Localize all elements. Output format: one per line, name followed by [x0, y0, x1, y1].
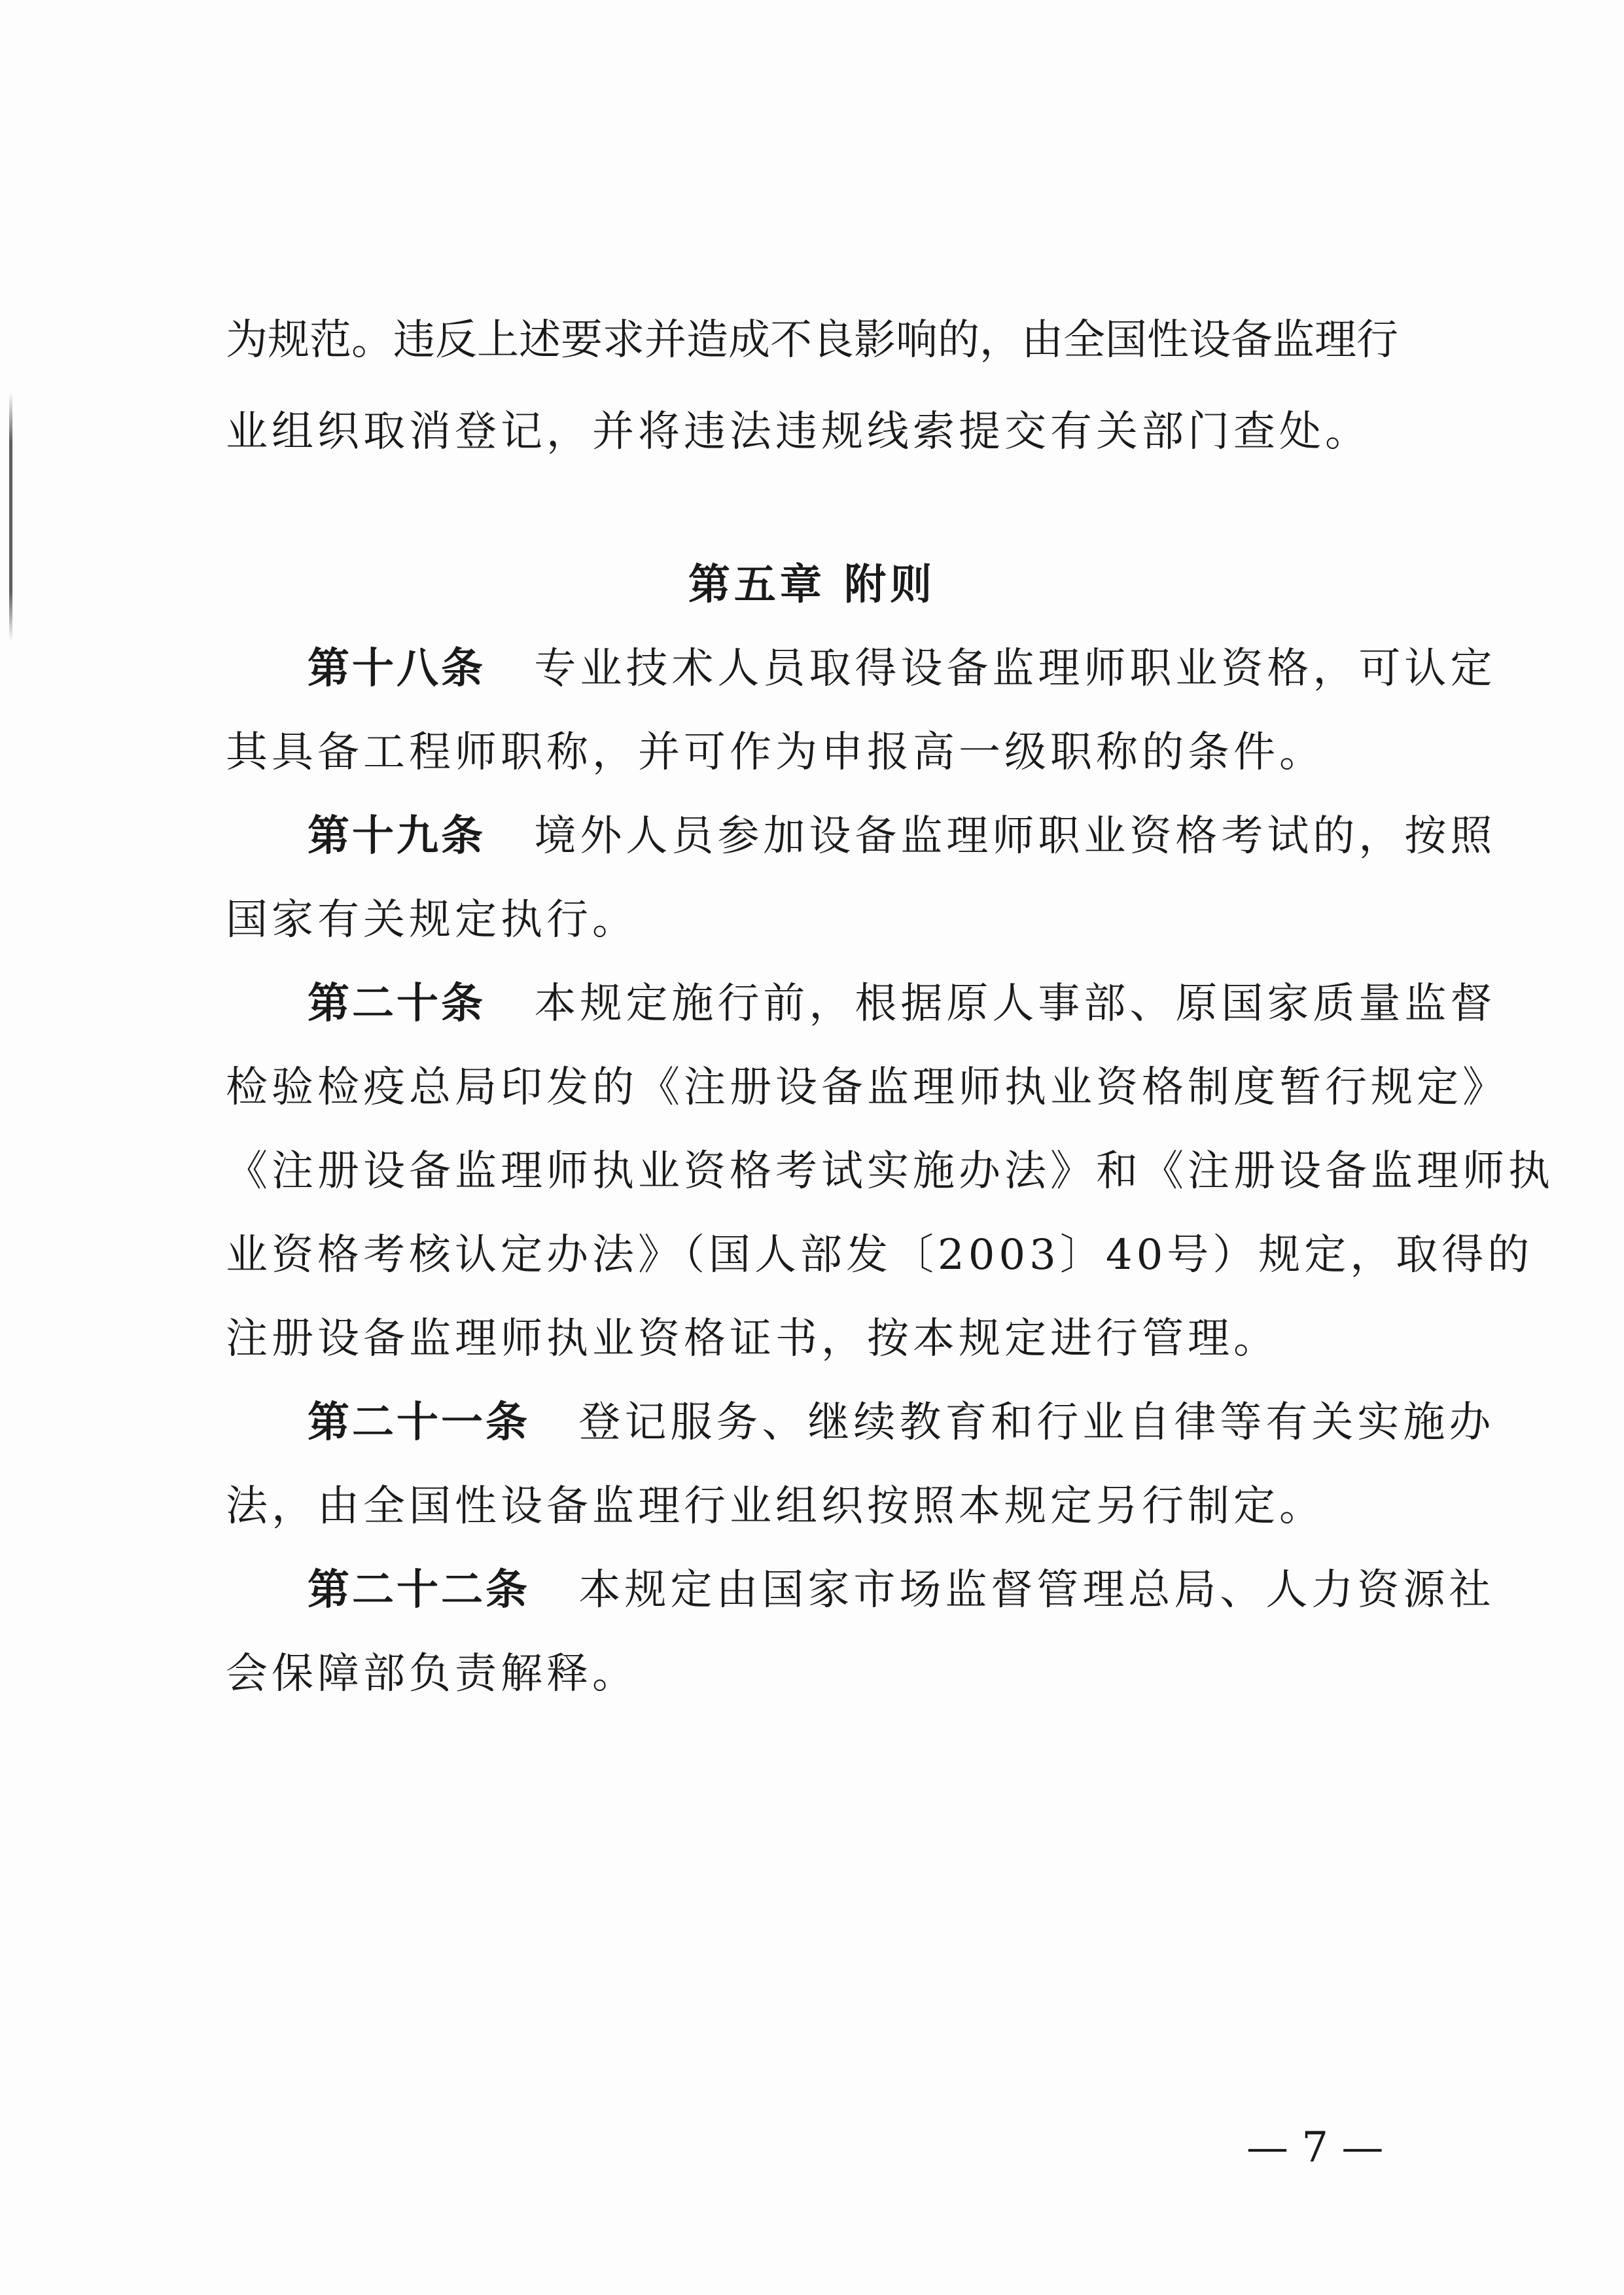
article-18-text-1: 专业技术人员取得设备监理师职业资格，可认定 — [534, 645, 1496, 693]
article-20-text-5: 注册设备监理师执业资格证书，按本规定进行管理。 — [226, 1315, 1279, 1363]
article-19-label: 第十九条 — [308, 812, 485, 861]
article-21-first-line — [308, 1398, 1495, 1447]
article-22-text-2: 会保障部负责解释。 — [226, 1650, 638, 1698]
article-21-label: 第二十一条 — [308, 1398, 530, 1447]
intro-line-1-text: 为规范。违反上述要求并造成不良影响的，由全国性设备监理行 — [226, 316, 1398, 365]
article-22-first-line — [308, 1566, 1495, 1614]
article-18-label: 第十八条 — [308, 645, 485, 693]
page-number: — 7 — — [1246, 2124, 1384, 2172]
article-20-first-line — [308, 980, 1496, 1028]
article-18-first-line — [308, 645, 1496, 693]
article-20-text-3: 《注册设备监理师执业资格考试实施办法》和《注册设备监理师执 — [226, 1147, 1554, 1196]
intro-line-2: 业组织取消登记，并将违法违规线索提交有关部门查处。 — [226, 408, 1371, 456]
article-19-text-2: 国家有关规定执行。 — [226, 896, 638, 944]
article-18-text-2: 其具备工程师职称，并可作为申报高一级职称的条件。 — [226, 728, 1325, 777]
article-21-text-1: 登记服务、继续教育和行业自律等有关实施办 — [578, 1398, 1495, 1447]
article-20-text-4: 业资格考核认定办法》（国人部发〔2003〕40号）规定，取得的 — [226, 1231, 1534, 1279]
intro-line-1 — [226, 316, 1436, 365]
article-21-text-2: 法，由全国性设备监理行业组织按照本规定另行制定。 — [226, 1482, 1325, 1531]
article-22-label: 第二十二条 — [308, 1566, 530, 1614]
article-20-label: 第二十条 — [308, 980, 485, 1028]
article-20-text-1: 本规定施行前，根据原人事部、原国家质量监督 — [534, 980, 1496, 1028]
chapter-heading: 第五章 附则 — [688, 561, 936, 609]
article-22-text-1: 本规定由国家市场监督管理总局、人力资源社 — [578, 1566, 1495, 1614]
article-20-text-2: 检验检疫总局印发的《注册设备监理师执业资格制度暂行规定》 — [226, 1063, 1508, 1112]
article-19-first-line — [308, 812, 1496, 861]
article-19-text-1: 境外人员参加设备监理师职业资格考试的，按照 — [534, 812, 1496, 861]
